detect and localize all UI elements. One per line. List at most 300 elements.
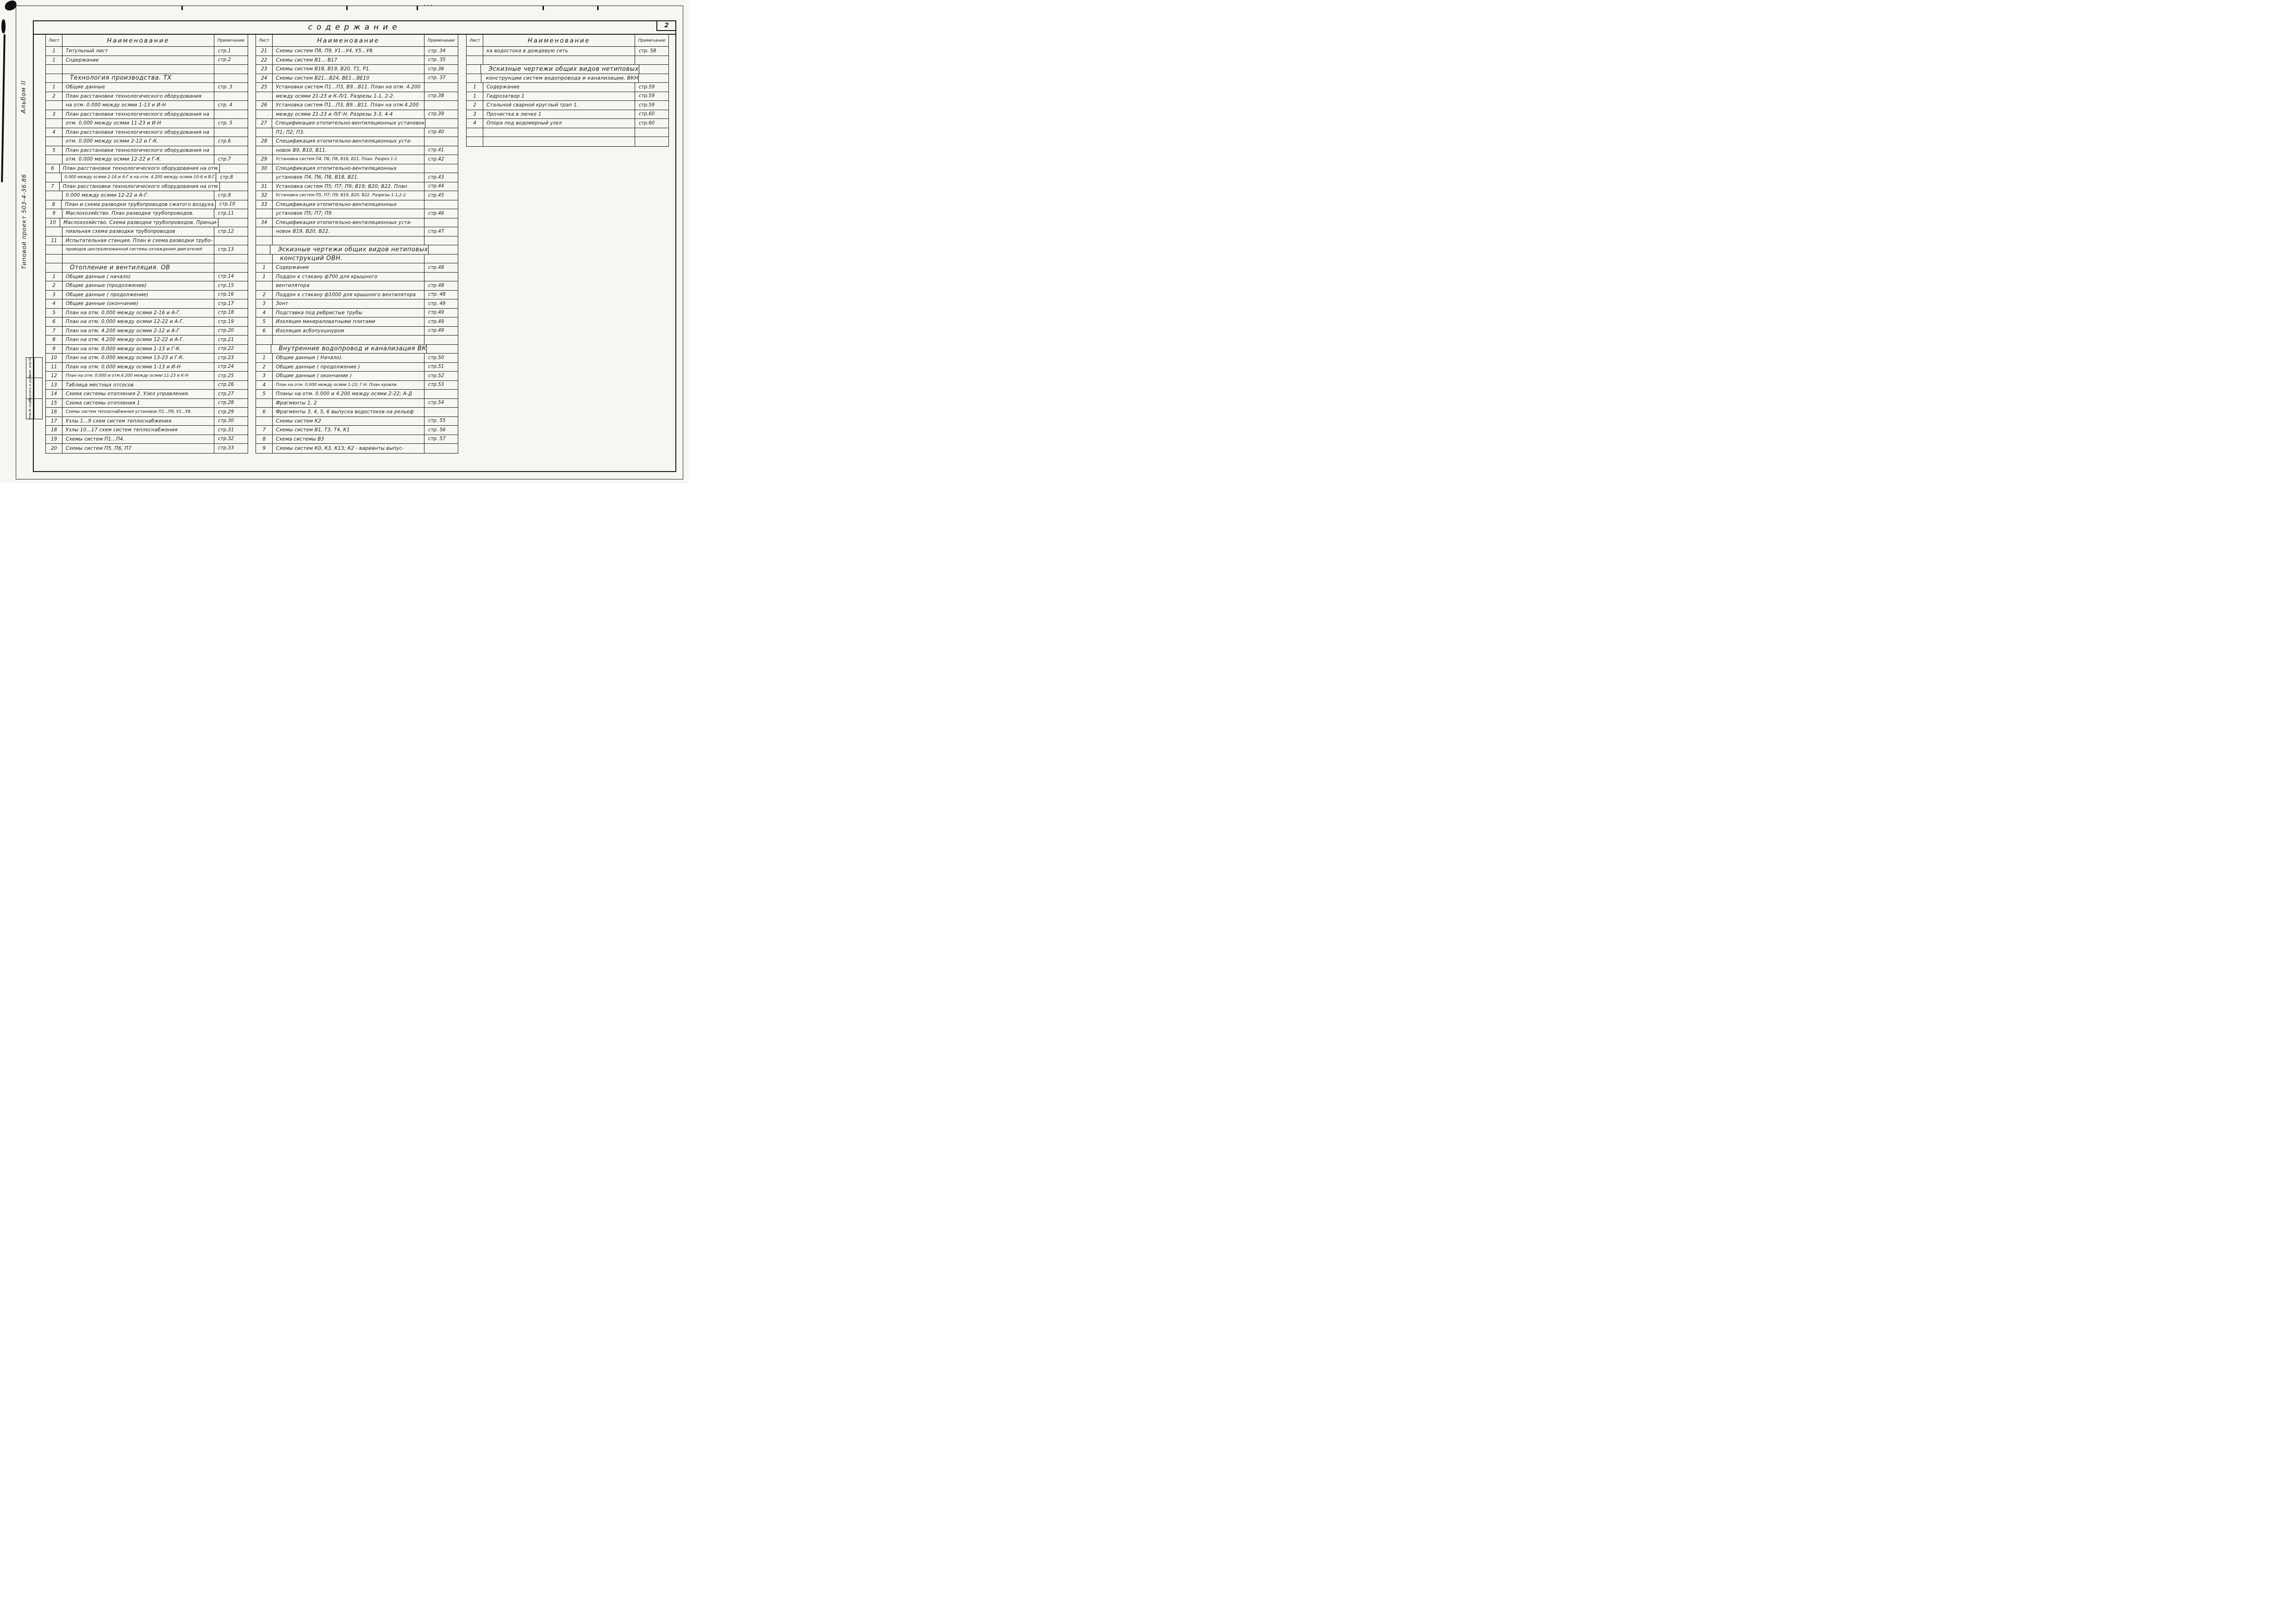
cell-name: Поддон к стакану ф700 для крышного: [273, 273, 424, 281]
table-row: [256, 83, 458, 92]
album-label: Альбом II: [20, 80, 27, 113]
cell-note: стр.14: [218, 274, 234, 280]
cell-sheet: [256, 255, 273, 263]
cell-sheet: [46, 155, 62, 164]
cell-name: Схемы систем теплоснабжения установок П1...П9, У1...У8.: [62, 408, 214, 416]
cell-sheet: 7: [256, 426, 273, 435]
cell-sheet: 1: [256, 263, 273, 272]
cell-name: Установка систем П1...П3, В9...В11. План на отм.4.200: [273, 101, 424, 110]
table-row: [256, 56, 458, 65]
cell-sheet: 1: [46, 56, 62, 65]
cell-note: стр.41: [428, 148, 444, 153]
cell-name: конструкций ОВН.: [273, 255, 424, 263]
table-row: [46, 381, 248, 390]
cell-note: [424, 255, 458, 263]
table-row: [46, 281, 248, 291]
cell-sheet: 13: [46, 381, 62, 390]
cell-sheet: 2: [467, 101, 483, 110]
column-header-sheet: Лист: [46, 35, 62, 46]
table-row: [46, 101, 248, 110]
cell-name: Схемы систем К2: [273, 417, 424, 426]
cell-sheet: [46, 263, 62, 272]
table-row: [46, 200, 248, 210]
column-header-note: Примечание: [217, 38, 245, 43]
table-row: [256, 444, 458, 453]
scan-artifact: [1, 34, 5, 182]
cell-sheet: [467, 128, 483, 137]
stamp-label: Взам. инв.№: [28, 357, 32, 379]
column-header-note: Примечание: [638, 38, 666, 43]
table-row: [46, 128, 248, 137]
cell-note: стр.13: [218, 247, 234, 252]
cell-sheet: 11: [46, 363, 62, 372]
cell-sheet: [467, 56, 483, 65]
table-row: [256, 273, 458, 282]
cell-sheet: 1: [256, 354, 273, 362]
cell-name: Спецификация отопительно-вентиляционных установок: [272, 119, 425, 128]
table-row: [256, 182, 458, 192]
cell-note: стр.26: [218, 382, 234, 388]
cell-note: стр. 3: [218, 84, 232, 90]
cell-sheet: [256, 209, 273, 218]
cell-note: стр.19: [218, 319, 234, 324]
table-row: [256, 65, 458, 74]
cell-name: [483, 137, 635, 146]
table-row: [46, 299, 248, 309]
cell-note: стр.60: [639, 112, 655, 117]
column-header-name: Наименование: [483, 35, 635, 46]
cell-sheet: [46, 191, 62, 200]
cell-note: стр.36: [428, 66, 444, 72]
cell-sheet: [256, 399, 273, 408]
cell-name: Схема системы отопления 1: [62, 399, 214, 408]
cell-note: стр.8: [220, 174, 233, 180]
table-row: [256, 47, 458, 56]
cell-name: Узлы 10...17 схем систем теплоснабжения: [62, 426, 214, 435]
stamp-label: Подпись и дата: [28, 374, 32, 402]
cell-name: План расстановки технологического оборудования на отм.: [60, 182, 220, 191]
cell-sheet: 8: [256, 435, 273, 444]
cell-sheet: 21: [256, 47, 273, 56]
table-row: [256, 128, 458, 137]
cell-note: стр.38: [428, 93, 444, 99]
table-row: [256, 354, 458, 363]
cell-note: стр.6: [218, 138, 231, 144]
cell-note: стр.45: [428, 193, 444, 198]
cell-note: [214, 74, 248, 83]
table-row: [46, 47, 248, 56]
toc-table-middle: [256, 35, 458, 454]
cell-sheet: 1: [467, 92, 483, 101]
cell-name: Схемы систем П1...П4.: [62, 435, 214, 444]
cell-note: стр.53: [428, 382, 444, 388]
cell-note: стр. 35: [428, 57, 446, 63]
cell-name: отм. 0.000 между осями 2-12 и Г-К.: [62, 137, 214, 146]
cell-sheet: [46, 137, 62, 146]
cell-note: [424, 218, 458, 227]
cell-name: Спецификация отопительно-вентиляционных уста-: [273, 137, 424, 146]
cell-note: стр.60: [639, 120, 655, 126]
cell-name: [273, 336, 424, 344]
cell-note: стр.17: [218, 301, 234, 306]
cell-sheet: [256, 92, 273, 101]
cell-name: Технология производства. ТХ: [62, 74, 214, 83]
cell-note: [214, 255, 248, 263]
cell-note: [214, 128, 248, 137]
scanned-sheet: [0, 0, 689, 483]
table-row: [467, 83, 668, 92]
table-row: [46, 245, 248, 255]
table-row: [256, 191, 458, 200]
cell-name: 0.000 между осями 2-16 и А-Г и на отм. 4.200 между осями 10-6 и В-Г.: [62, 173, 217, 182]
cell-sheet: 5: [256, 317, 273, 326]
cell-sheet: 16: [46, 408, 62, 416]
cell-name: План расстановки технологического оборудования на отм.: [60, 164, 220, 173]
cell-note: [424, 137, 458, 146]
cell-name: Титульный лист: [62, 47, 214, 56]
blank-row: [256, 336, 458, 345]
cell-name: Маслохозяйство. План разводки трубопроводов.: [62, 209, 214, 218]
cell-sheet: 4: [467, 119, 483, 128]
project-label: Типовой проект 503-4-36.86: [20, 174, 27, 269]
table-row: [256, 200, 458, 210]
cell-name: Установка систем П5; П7; П9; В19; В20; В22. План: [273, 182, 424, 191]
cell-sheet: 3: [46, 291, 62, 299]
cell-name: Общие данные ( начало): [62, 273, 214, 281]
cell-sheet: 1: [46, 273, 62, 281]
cell-sheet: [467, 65, 481, 74]
table-row: [46, 227, 248, 236]
cell-note: стр.42: [428, 156, 444, 162]
cell-name: новок В19, В20, В22.: [273, 227, 424, 236]
cell-note: стр.24: [218, 364, 234, 370]
cell-name: Общие данные ( Начало).: [273, 354, 424, 362]
cell-sheet: 2: [256, 363, 273, 372]
cell-name: Схемы систем К0, К3, К13; К2 - варианты выпус-: [273, 444, 424, 453]
blank-row: [467, 128, 668, 137]
scan-artifact: ···: [424, 2, 434, 9]
drawing-frame: [33, 20, 676, 472]
cell-note: стр.23: [218, 355, 234, 361]
cell-name: Общие данные ( продолжение ): [273, 363, 424, 372]
cell-name: Схемы систем П8, П9, У1...У4, У5...У8.: [273, 47, 424, 56]
blank-row: [46, 255, 248, 264]
cell-name: План расстановки технологического оборудования: [62, 92, 214, 101]
cell-sheet: [256, 336, 273, 344]
cell-note: стр.52: [428, 373, 444, 379]
cell-sheet: 8: [46, 200, 62, 209]
blank-row: [46, 65, 248, 74]
table-row: [467, 119, 668, 128]
cell-sheet: [256, 245, 270, 254]
cell-name: План расстановки технологического оборудования на: [62, 110, 214, 119]
cell-name: План на отм. 0.000 между осями 1-23; Г-Н. План кровли.: [273, 381, 424, 390]
cell-note: стр.46: [428, 211, 444, 216]
cell-sheet: 14: [46, 390, 62, 398]
cell-sheet: 15: [46, 399, 62, 408]
table-row: [46, 363, 248, 372]
cell-name: установок П5; П7; П9.: [273, 209, 424, 218]
cell-name: Общие данные (окончание): [62, 299, 214, 308]
toc-table-left: [45, 35, 248, 454]
table-row: [256, 218, 458, 228]
table-row: [46, 354, 248, 363]
table-row: [256, 327, 458, 336]
cell-note: стр.32: [218, 436, 234, 442]
cell-note: стр. 5: [218, 120, 232, 126]
cell-name: конструкции систем водопровода и канализации, ВКН: [481, 74, 639, 83]
table-row: [256, 164, 458, 174]
table-row: [467, 110, 668, 119]
cell-note: [424, 444, 458, 453]
cell-sheet: 31: [256, 182, 273, 191]
cell-sheet: 7: [46, 182, 60, 191]
cell-note: стр.49: [428, 328, 444, 334]
cell-note: стр.20: [218, 328, 234, 334]
table-row: [256, 74, 458, 83]
cell-name: Установки систем П1...П3, В9...В11. План на отм. 4.200: [273, 83, 424, 92]
cell-name: установок П4, П6, П8, В18, В21.: [273, 173, 424, 182]
cell-sheet: 7: [46, 327, 62, 336]
section-row: [46, 263, 248, 273]
cell-note: стр. 56: [428, 427, 446, 433]
column-header-note: Примечание: [427, 38, 455, 43]
table-row: [46, 417, 248, 426]
blank-row: [467, 56, 668, 65]
cell-note: [429, 245, 458, 254]
cell-sheet: [46, 119, 62, 128]
cell-sheet: 8: [46, 336, 62, 344]
cell-sheet: 1: [46, 47, 62, 56]
table-row: [46, 444, 248, 453]
cell-name: Маслохозяйство. Схема разводки трубопроводов. Принци-: [60, 218, 218, 227]
cell-sheet: 6: [46, 317, 62, 326]
table-row: [467, 101, 668, 110]
cell-sheet: 23: [256, 65, 273, 74]
table-row: [46, 291, 248, 300]
cell-sheet: 25: [256, 83, 273, 92]
cell-sheet: 4: [256, 309, 273, 317]
cell-note: стр.31: [218, 427, 234, 433]
stamp-label: Инв.№ подл.: [28, 398, 32, 420]
cell-sheet: 24: [256, 74, 273, 83]
cell-sheet: 17: [46, 417, 62, 426]
cell-note: стр. 57: [428, 436, 446, 442]
cell-name: Фрагменты 1, 2: [273, 399, 424, 408]
cell-sheet: [256, 345, 271, 354]
blank-row: [256, 236, 458, 246]
cell-name: План на отм. 0.000 между осями 1-13 и Г-К.: [62, 345, 214, 354]
table-row: [46, 191, 248, 200]
cell-note: [424, 408, 458, 416]
cell-note: стр.7: [218, 156, 231, 162]
cell-sheet: 12: [46, 372, 62, 380]
cell-note: стр.9: [218, 193, 231, 198]
cell-note: стр.27: [218, 391, 234, 397]
table-row: [46, 119, 248, 128]
cell-name: Спецификация отопительно-вентиляционных: [273, 200, 424, 209]
cell-name: Эскизные чертежи общих видов нетиповых: [270, 245, 429, 254]
cell-name: Отопление и вентиляция. ОВ: [62, 263, 214, 272]
cell-note: стр.10: [219, 202, 236, 207]
cell-name: Стальной сварной круглый трап 1.: [483, 101, 635, 110]
cell-sheet: 5: [256, 390, 273, 398]
table-row: [256, 417, 458, 426]
cell-name: вентилятора: [273, 281, 424, 290]
cell-note: [214, 263, 248, 272]
cell-sheet: 22: [256, 56, 273, 65]
cell-note: стр.49: [428, 319, 444, 324]
cell-name: Содержание: [62, 56, 214, 65]
table-row: [256, 209, 458, 218]
cell-sheet: 9: [46, 345, 62, 354]
cell-note: [214, 65, 248, 74]
table-row: [46, 182, 248, 192]
cell-name: Схемы систем В21...В24, ВЕ1...ВЕ10: [273, 74, 424, 83]
cell-note: [635, 128, 668, 137]
cell-sheet: [256, 146, 273, 155]
table-row: [256, 317, 458, 327]
cell-note: стр.29: [218, 409, 234, 415]
section-row: [467, 65, 668, 74]
table-row: [46, 327, 248, 336]
cell-sheet: 6: [256, 408, 273, 416]
table-row: [46, 390, 248, 399]
cell-name: План на отм. 0.000 между осями 2-16 и А-Г.: [62, 309, 214, 317]
table-row: [256, 92, 458, 101]
table-row: [256, 363, 458, 372]
cell-note: стр. 37: [428, 75, 446, 81]
cell-name: Содержание: [273, 263, 424, 272]
table-row: [256, 173, 458, 182]
table-row: [46, 164, 248, 174]
cell-name: [273, 236, 424, 245]
cell-name: Установка систем П4, П6, П8, В18, В21. План. Разрез 1-1: [273, 155, 424, 164]
cell-sheet: 4: [46, 128, 62, 137]
cell-name: Содержание: [483, 83, 635, 92]
cell-note: [214, 92, 248, 101]
section-row: [256, 245, 458, 255]
table-row: [46, 345, 248, 354]
cell-note: стр.22: [218, 346, 234, 352]
page-title: содержание: [308, 23, 401, 32]
cell-name: проводов централизованной системы охлаждения двигателей: [62, 245, 214, 254]
cell-name: Подставка под ребристые трубы: [273, 309, 424, 317]
cell-name: Опора под водомерный узел: [483, 119, 635, 128]
cell-name: Изоляция минераловатными плитами: [273, 317, 424, 326]
cell-note: стр.48: [428, 283, 444, 288]
cell-sheet: 9: [256, 444, 273, 453]
table-row: [46, 92, 248, 101]
cell-sheet: 27: [256, 119, 272, 128]
cell-sheet: [46, 245, 62, 254]
cell-name: Планы на отм. 0.000 и 4.200 между осями 2-22; А-Д: [273, 390, 424, 398]
cell-sheet: 4: [46, 299, 62, 308]
cell-note: стр.28: [218, 400, 234, 406]
cell-sheet: 10: [46, 354, 62, 362]
cell-sheet: 3: [256, 372, 273, 380]
table-row: [256, 291, 458, 300]
table-row: [256, 101, 458, 110]
table-row: [256, 372, 458, 381]
page-number-box: [656, 21, 676, 31]
cell-name: отм. 0.000 между осями 12-22 и Г-К.: [62, 155, 214, 164]
cell-note: стр.40: [428, 130, 444, 135]
cell-name: План на отм. 0.000 между осями 1-13 и И-Н: [62, 363, 214, 372]
cell-note: [639, 65, 668, 74]
cell-note: [424, 164, 458, 173]
cell-note: стр.49: [428, 310, 444, 316]
cell-name: Внутренние водопровод и канализация ВК: [271, 345, 427, 354]
cell-name: [62, 255, 214, 263]
table-row: [256, 309, 458, 318]
section-row: [467, 74, 668, 83]
cell-name: Прочистка в лючке 1: [483, 110, 635, 119]
cell-sheet: 26: [256, 101, 273, 110]
cell-name: План на отм. 0.000 между осями 13-23 и Г-К.: [62, 354, 214, 362]
cell-sheet: [256, 227, 273, 236]
cell-name: Гидрозатвор 1: [483, 92, 635, 101]
table-row: [256, 110, 458, 119]
cell-sheet: 3: [467, 110, 483, 119]
cell-sheet: [256, 281, 273, 290]
cell-sheet: 29: [256, 155, 273, 164]
table-row: [256, 426, 458, 435]
cell-name: П1; П2; П3.: [273, 128, 424, 137]
cell-name: Общие данные: [62, 83, 214, 92]
cell-note: стр.1: [218, 48, 231, 54]
cell-name: План на отм. 0.000 и отм.4.200 между осями 11-23 и К-Н: [62, 372, 214, 380]
toc-table-right: [466, 35, 669, 147]
cell-sheet: 2: [46, 92, 62, 101]
cell-name: новок В9, В10, В11.: [273, 146, 424, 155]
cell-sheet: [46, 65, 62, 74]
cell-sheet: 34: [256, 218, 273, 227]
table-row: [256, 390, 458, 399]
cell-name: Изоляция асбопухшнуром: [273, 327, 424, 336]
cell-name: Установка систем П5, П7; П9; В19, В20, В22. Разрезы 1-1,2-2.: [273, 191, 424, 200]
table-row: [46, 137, 248, 146]
cell-sheet: 28: [256, 137, 273, 146]
cell-name: Зонт: [273, 299, 424, 308]
table-row: [256, 299, 458, 309]
scan-artifact: [1, 19, 6, 33]
table-row: [256, 399, 458, 408]
cell-note: [424, 236, 458, 245]
table-row: [256, 146, 458, 155]
cell-name: Поддон к стакану ф1000 для крышного вентилятора: [273, 291, 424, 299]
cell-name: 0.000 между осями 12-22 и А-Г.: [62, 191, 214, 200]
cell-note: [218, 218, 248, 227]
cell-note: [220, 164, 248, 173]
table-row: [46, 173, 248, 182]
cell-note: стр. 4: [218, 102, 232, 108]
cell-name: Испытательная станция. План и схема разводки трубо-: [62, 236, 214, 245]
cell-name: Эскизные чертежи общих видов нетиповых: [481, 65, 639, 74]
table-row: [256, 155, 458, 164]
cell-name: Схемы систем В1... В17: [273, 56, 424, 65]
cell-note: стр.43: [428, 174, 444, 180]
cell-sheet: [256, 173, 273, 182]
cell-sheet: 3: [46, 110, 62, 119]
cell-note: стр.39: [428, 112, 444, 117]
table-body: [256, 47, 458, 453]
table-row: [256, 137, 458, 146]
table-body: [46, 47, 248, 453]
cell-note: стр. 58: [639, 48, 656, 54]
cell-name: План на отм. 0.000 между осями 12-22 и А-Г.: [62, 317, 214, 326]
table-row: [256, 408, 458, 417]
